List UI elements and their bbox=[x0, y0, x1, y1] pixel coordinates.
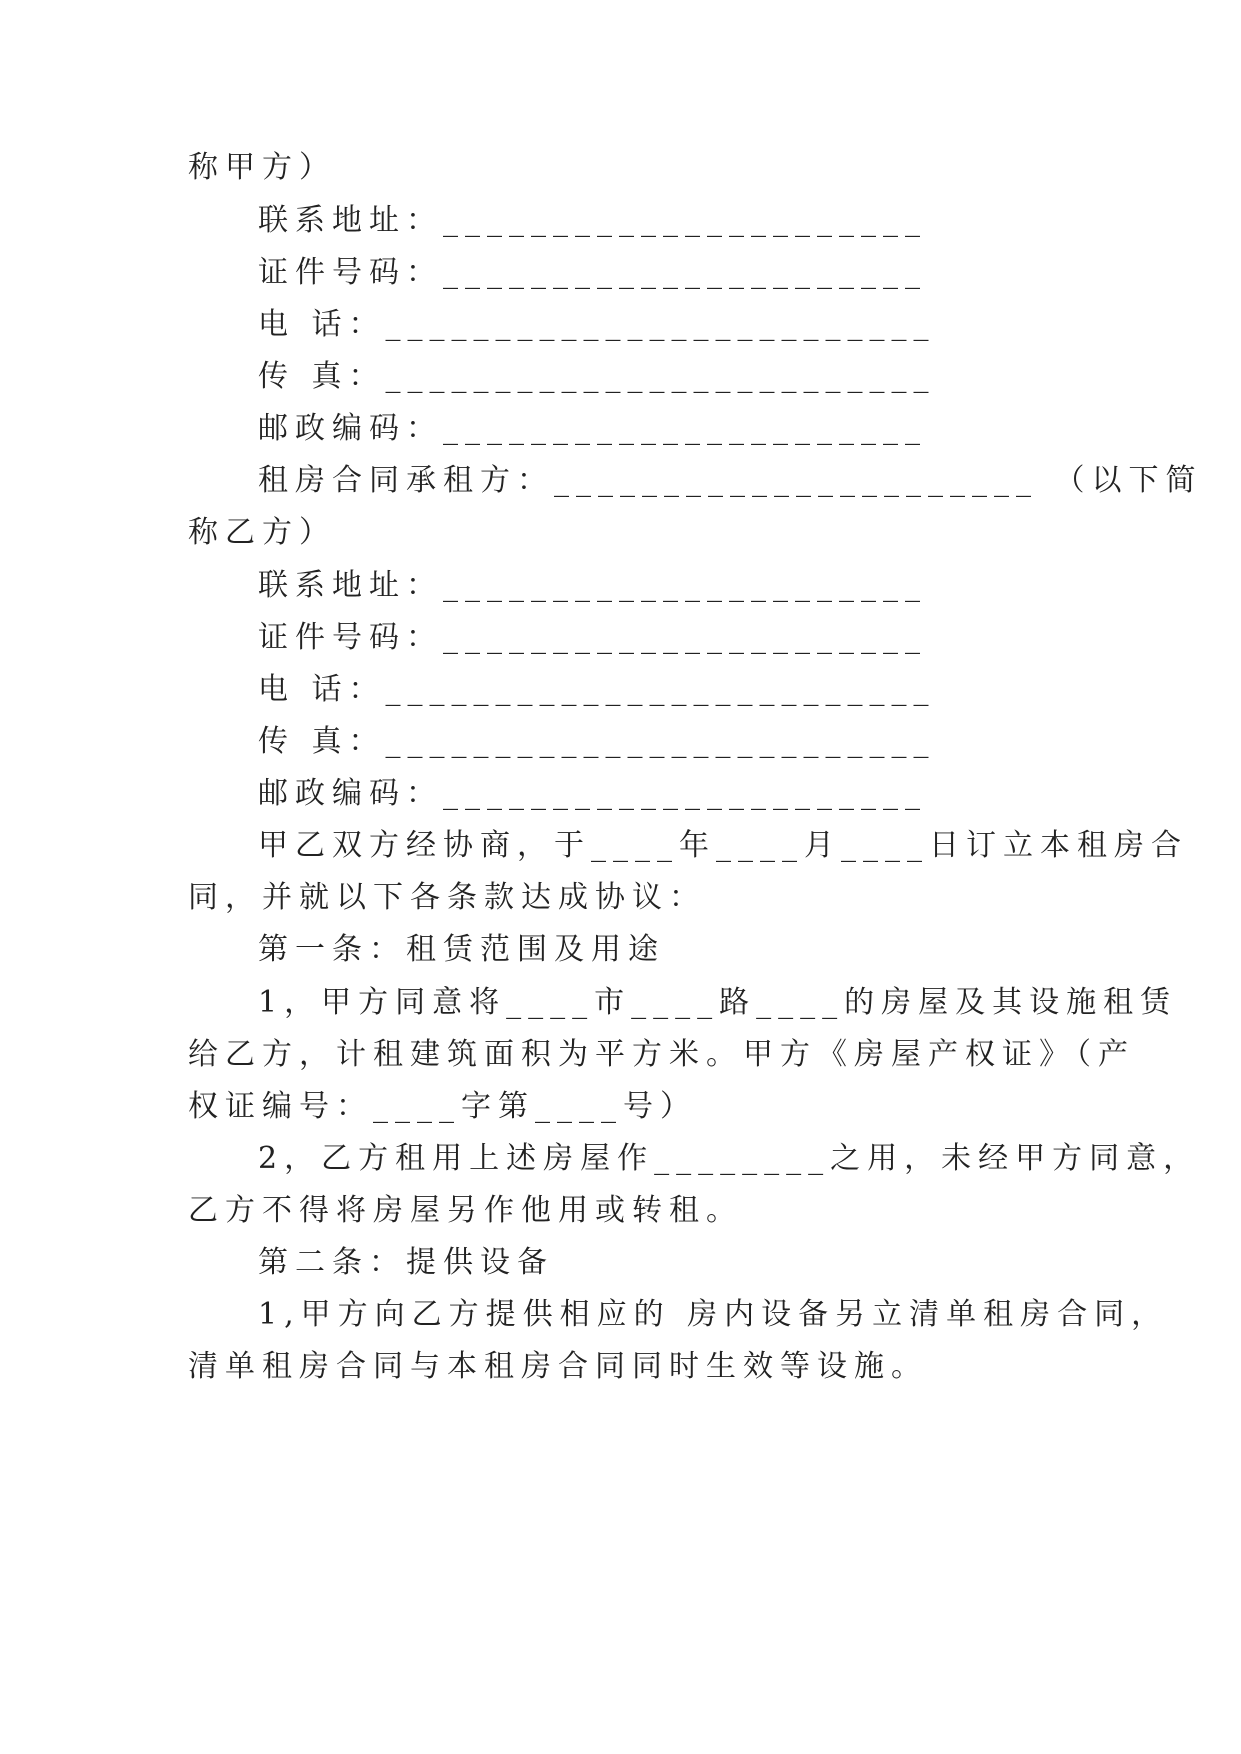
text-line: 传 真：_________________________ bbox=[258, 359, 936, 394]
text-line: 证件号码：______________________ bbox=[258, 620, 927, 655]
text-line: 邮政编码：______________________ bbox=[258, 411, 927, 446]
text-line: 清单租房合同与本租房合同同时生效等设施。 bbox=[188, 1349, 928, 1384]
text-line: 第二条：提供设备 bbox=[258, 1245, 554, 1280]
text-line: 同，并就以下各条款达成协议： bbox=[188, 880, 706, 915]
text-line: 1,甲方向乙方提供相应的 房内设备另立清单租房合同， bbox=[258, 1297, 1169, 1332]
text-line: 称甲方） bbox=[188, 150, 336, 185]
text-line: 权证编号：____字第____号） bbox=[188, 1089, 697, 1124]
text-line: 乙方不得将房屋另作他用或转租。 bbox=[188, 1193, 743, 1228]
text-line: 传 真：_________________________ bbox=[258, 724, 936, 759]
text-line: 给乙方，计租建筑面积为平方米。甲方《房屋产权证》（产 bbox=[188, 1037, 1135, 1072]
text-line: 电 话：_________________________ bbox=[258, 672, 936, 707]
text-line: 甲乙双方经协商，于____年____月____日订立本租房合 bbox=[258, 828, 1188, 863]
text-line: 称乙方） bbox=[188, 515, 336, 550]
text-line: 联系地址：______________________ bbox=[258, 203, 927, 238]
text-line: 第一条：租赁范围及用途 bbox=[258, 932, 665, 967]
text-line: 邮政编码：______________________ bbox=[258, 776, 927, 811]
text-line: 租房合同承租方：______________________ （以下简 bbox=[258, 463, 1203, 498]
text-line: 2，乙方租用上述房屋作________之用，未经甲方同意， bbox=[258, 1141, 1201, 1176]
text-line: 证件号码：______________________ bbox=[258, 255, 927, 290]
text-line: 电 话：_________________________ bbox=[258, 307, 936, 342]
text-line: 联系地址：______________________ bbox=[258, 568, 927, 603]
text-line: 1，甲方同意将____市____路____的房屋及其设施租赁 bbox=[258, 985, 1178, 1020]
